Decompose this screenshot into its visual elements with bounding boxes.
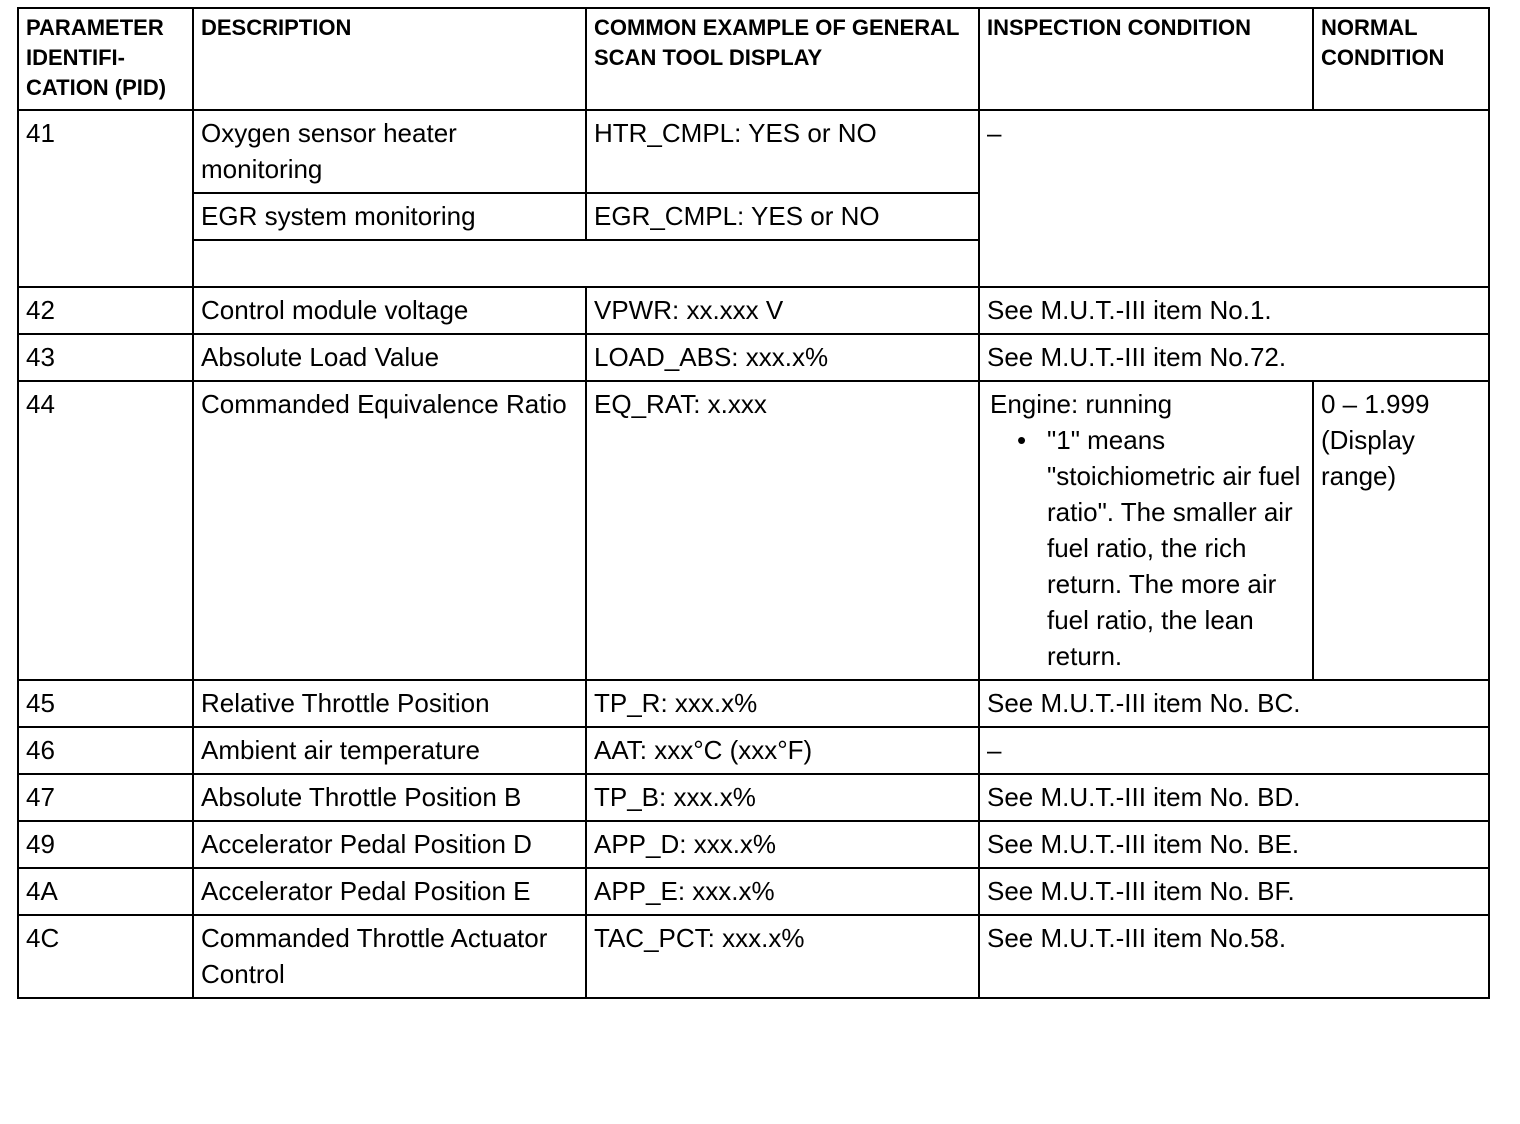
description-cell: Absolute Load Value: [193, 334, 586, 381]
pid-cell: 44: [18, 381, 193, 680]
header-description: DESCRIPTION: [193, 8, 586, 110]
pid-cell: 42: [18, 287, 193, 334]
display-cell: HTR_CMPL: YES or NO: [586, 110, 979, 193]
condition-cell: See M.U.T.-III item No. BD.: [979, 774, 1489, 821]
description-cell: Commanded Throttle Actuator Control: [193, 915, 586, 998]
display-cell: TP_R: xxx.x%: [586, 680, 979, 727]
condition-cell: See M.U.T.-III item No.1.: [979, 287, 1489, 334]
table-row: [18, 821, 1489, 868]
table-row: [18, 381, 1489, 680]
pid-cell: 49: [18, 821, 193, 868]
table-row: [18, 727, 1489, 774]
inspection-notes: [987, 422, 1305, 674]
condition-cell: See M.U.T.-III item No. BF.: [979, 868, 1489, 915]
table-row: [18, 287, 1489, 334]
header-pid: PARAMETER IDENTIFI-CATION (PID): [18, 8, 193, 110]
description-cell: Oxygen sensor heater monitoring: [193, 110, 586, 193]
description-cell: Absolute Throttle Position B: [193, 774, 586, 821]
condition-cell: See M.U.T.-III item No.58.: [979, 915, 1489, 998]
description-cell: Relative Throttle Position: [193, 680, 586, 727]
condition-cell: See M.U.T.-III item No. BC.: [979, 680, 1489, 727]
pid-cell: 47: [18, 774, 193, 821]
condition-cell: See M.U.T.-III item No. BE.: [979, 821, 1489, 868]
display-cell: APP_E: xxx.x%: [586, 868, 979, 915]
pid-cell: 45: [18, 680, 193, 727]
display-cell: AAT: xxx°C (xxx°F): [586, 727, 979, 774]
display-cell: TAC_PCT: xxx.x%: [586, 915, 979, 998]
display-cell: APP_D: xxx.x%: [586, 821, 979, 868]
condition-cell: –: [979, 110, 1489, 287]
inspection-text: Engine: running: [990, 389, 1173, 419]
description-cell: Commanded Equivalence Ratio: [193, 381, 586, 680]
inspection-note: • "1" means "stoichiometric air fuel ratio". The smaller air fuel ratio, the rich return. The more air fuel ratio, the lean return.: [1047, 422, 1305, 674]
table-row: [18, 868, 1489, 915]
table-row: [18, 915, 1489, 998]
header-display: COMMON EXAMPLE OF GENERAL SCAN TOOL DISPLAY: [586, 8, 979, 110]
inspection-cell: [979, 381, 1313, 680]
description-cell: Accelerator Pedal Position D: [193, 821, 586, 868]
condition-cell: See M.U.T.-III item No.72.: [979, 334, 1489, 381]
pid-cell: 46: [18, 727, 193, 774]
pid-cell: 4C: [18, 915, 193, 998]
description-cell: EGR system monitoring: [193, 193, 586, 240]
normal-cell: 0 – 1.999 (Display range): [1313, 381, 1489, 680]
display-cell: TP_B: xxx.x%: [586, 774, 979, 821]
description-cell: Control module voltage: [193, 287, 586, 334]
display-cell: EQ_RAT: x.xxx: [586, 381, 979, 680]
empty-cell: [193, 240, 979, 287]
header-row: [18, 8, 1489, 110]
pid-cell: 43: [18, 334, 193, 381]
table-row: [18, 774, 1489, 821]
table-row: [18, 110, 1489, 193]
pid-cell: 41: [18, 110, 193, 287]
header-normal: NORMAL CONDITION: [1313, 8, 1489, 110]
pid-cell: 4A: [18, 868, 193, 915]
display-cell: VPWR: xx.xxx V: [586, 287, 979, 334]
condition-cell: –: [979, 727, 1489, 774]
table-row: [18, 680, 1489, 727]
header-inspection: INSPECTION CONDITION: [979, 8, 1313, 110]
description-cell: Accelerator Pedal Position E: [193, 868, 586, 915]
description-cell: Ambient air temperature: [193, 727, 586, 774]
pid-spec-table: [17, 7, 1490, 999]
table-row: [18, 334, 1489, 381]
display-cell: EGR_CMPL: YES or NO: [586, 193, 979, 240]
display-cell: LOAD_ABS: xxx.x%: [586, 334, 979, 381]
